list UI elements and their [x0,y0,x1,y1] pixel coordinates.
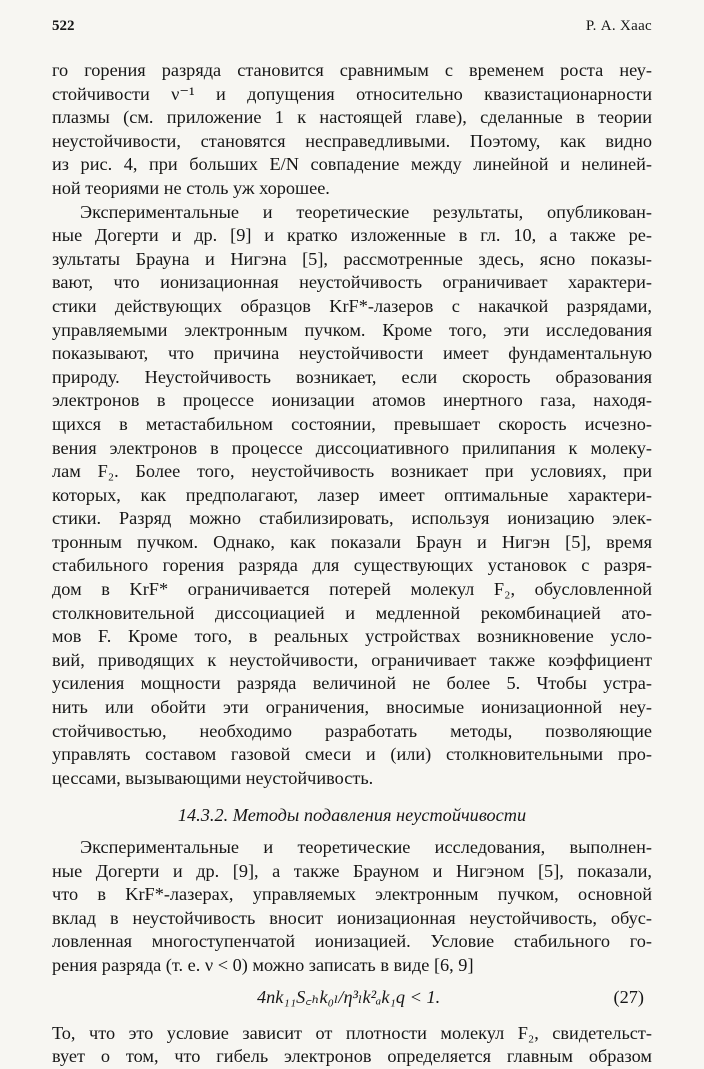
equation-27 [52,986,652,1012]
text-line: управляемыми электронным пучком. Кроме того, эти исследования [52,319,652,340]
text-line: стики. Разряд можно стабилизировать, используя ионизацию элек- [52,508,652,529]
text-line: вения электронов в процессе диссоциативного прилипания к молеку- [52,437,652,458]
equation-expression: 4nk₁₁S꜀ₕk₀ₗ/η³ₗk²ₐk₁q < 1. [257,986,441,1007]
text-line: стойчивостью, необходимо разработать методы, позволяющие [52,720,652,741]
text-line: неустойчивости, становятся несправедливыми. Поэтому, как видно [52,130,652,151]
paragraph-final [52,1022,652,1069]
text-line: мов F. Кроме того, в реальных устройствах возникновение усло- [52,626,652,647]
text-line: зультаты Брауна и Нигэна [5], рассмотренные здесь, ясно показы- [52,248,652,269]
text-line: из рис. 4, при больших E/N совпадение между линейной и нелиней- [52,154,652,175]
equation-number: (27) [613,986,644,1007]
text-line: То, что это условие зависит от плотности молекул F₂, свидетельст- [52,1022,652,1043]
text-line: столкновительной диссоциацией и медленной рекомбинацией ато- [52,602,652,623]
text-line: управлять составом газовой смеси и (или) столкновительными про- [52,744,652,765]
page-body [52,59,652,1069]
paragraph-results [52,201,652,791]
text-line: показывают, что причина неустойчивости имеет фундаментальную [52,343,652,364]
text-line: усиления мощности разряда величиной не более 5. Чтобы устра- [52,673,652,694]
text-line: щихся в метастабильном состоянии, превышает скорость исчезно- [52,413,652,434]
text-line: лам F₂. Более того, неустойчивость возникает при условиях, при [52,461,652,482]
text-line: вклад в неустойчивость вносит ионизационная неустойчивость, обус- [52,907,652,928]
text-line: тронным пучком. Однако, как показали Браун и Нигэн [5], время [52,531,652,552]
running-head-author: Р. А. Хаас [585,18,652,34]
text-line: природу. Неустойчивость возникает, если скорость образования [52,366,652,387]
text-line: ные Догерти и др. [9] и кратко изложенные в гл. 10, а также ре- [52,225,652,246]
paragraph-continuation [52,59,652,201]
text-line: нить или обойти эти ограничения, вносимые ионизационной неу- [52,697,652,718]
text-line: ные Догерти и др. [9], а также Брауном и Нигэном [5], показали, [52,860,652,881]
text-line: электронов в процессе ионизации атомов инертного газа, находя- [52,390,652,411]
text-line: стабильного горения разряда для существующих установок с разря- [52,555,652,576]
text-line: вий, приводящих к неустойчивости, ограничивает также коэффициент [52,649,652,670]
text-line: рения разряда (т. е. ν < 0) можно записать в виде [6, 9] [52,954,474,975]
text-line: ной теориями не столь уж хорошее. [52,177,330,198]
text-line: ловленная многоступенчатой ионизацией. Условие стабильного го- [52,931,652,952]
text-line: цессами, вызывающими неустойчивость. [52,767,374,788]
text-line: плазмы (см. приложение 1 к настоящей главе), сделанные в теории [52,107,652,128]
text-line: Экспериментальные и теоретические результаты, опубликован- [80,201,652,222]
text-line: которых, как предполагают, лазер имеет оптимальные характери- [52,484,652,505]
text-line: го горения разряда становится сравнимым с временем роста неу- [52,60,652,80]
paragraph-methods [52,836,652,978]
section-heading: 14.3.2. Методы подавления неустойчивости [177,805,527,826]
text-line: вует о том, что гибель электронов определяется главным образом [52,1046,652,1067]
text-line: дом в KrF* ограничивается потерей молекул F₂, обусловленной [52,579,652,600]
text-line: Экспериментальные и теоретические исследования, выполнен- [80,837,652,857]
page-header [52,18,652,44]
text-line: вают, что ионизационная неустойчивость ограничивает характери- [52,272,652,293]
text-line: что в KrF*-лазерах, управляемых электронным пучком, основной [52,884,652,905]
text-line: стойчивости ν⁻¹ и допущения относительно квазистационарности [52,83,652,104]
text-line: стики действующих образцов KrF*-лазеров с накачкой разрядами, [52,295,652,316]
page-number: 522 [52,18,75,34]
